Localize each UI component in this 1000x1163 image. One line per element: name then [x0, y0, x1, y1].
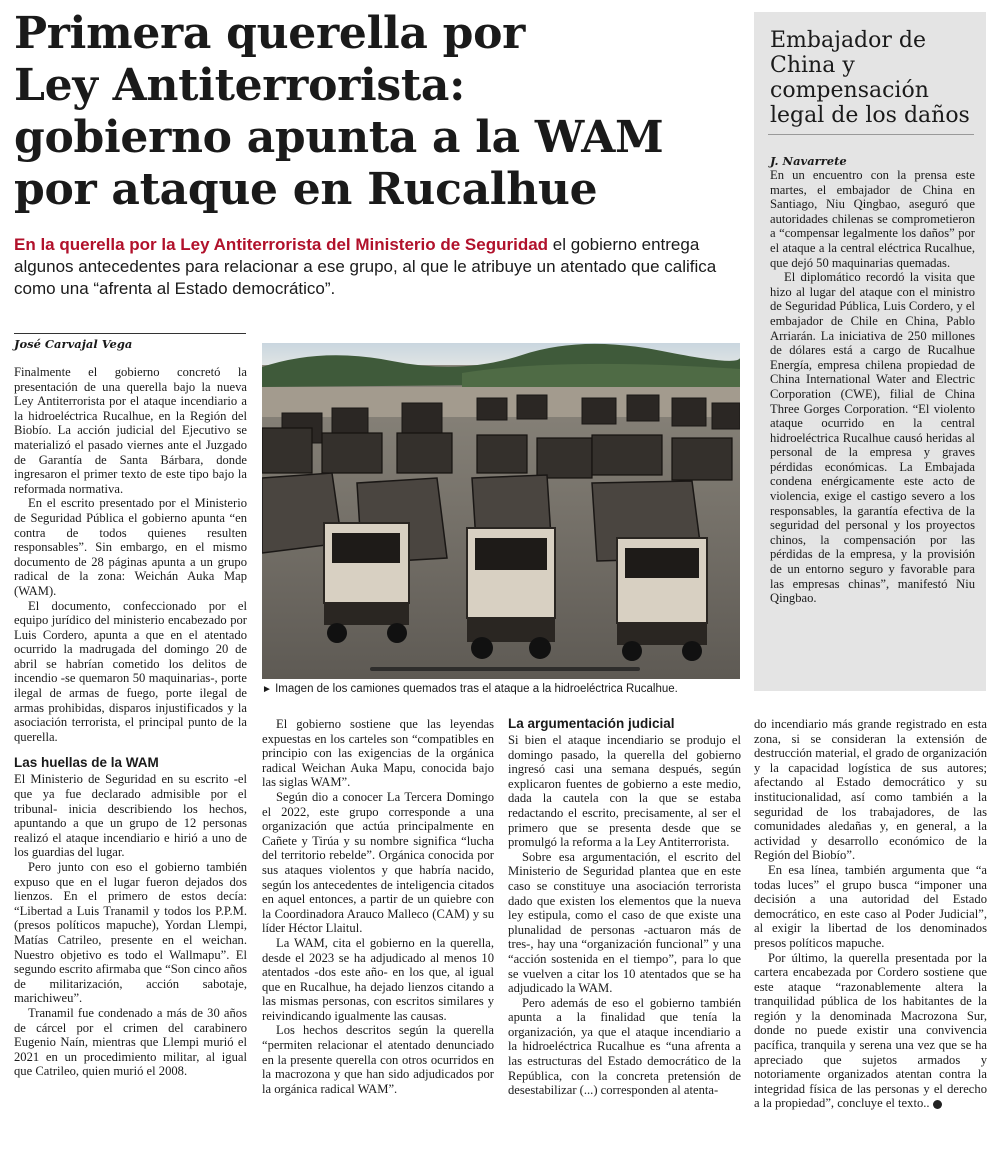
burned-trucks-image: [262, 343, 740, 679]
paragraph: Sobre esa argumentación, el escrito del Ministerio de Seguridad plantea que en este caso se constituye una asociación terrorista dado que existen los elementos que la nueva ley estipula, como el caso de que existe una plunalidad de personas -actuaron más de tres-, hay una “organización funcional” y una “acción sostenida en el tiempo”, para lo que se vuelven a citar los 10 atentados que se ha adjudicado la WAM.: [508, 849, 741, 996]
paragraph: Finalmente el gobierno concretó la presentación de una querella bajo la nueva Ley Antiterrorista por el ataque incendiario a la hidroeléctrica Rucalhue, en la Región del Biobío. La acción judicial del Ejecutivo se materializó el pasado viernes ante el Juzgado de Garantía de Santa Bárbara, donde ingresaron el primer texto de este tipo bajo la reformada normativa.: [14, 365, 247, 496]
paragraph: Los hechos descritos según la querella “permiten relacionar el atentado denunciado en la presente querella con otros ocurridos en la macrozona y que han sido adjudicados por la orgánica radical WAM”.: [262, 1023, 494, 1096]
paragraph: En esa línea, también argumenta que “a todas luces” el grupo busca “imponer una decisión a una autoridad del Estado democrático, en este caso al Poder Judicial”, al exigir la libertad de los denominados presos políticos mapuche.: [754, 862, 987, 950]
paragraph: El diplomático recordó la visita que hizo al lugar del ataque con el ministro de Seguridad Pública, Luis Cordero, y el embajador de Chile en China, Pablo Arriarán. La iniciativa de 250 millones de dólares está a cargo de Rucalhue Energía, empresa chilena propiedad de China International Water and Electric Corporation (CWE), filial de China Three Gorges Corporation. “El violento ataque ocurrido en la central hidroeléctrica Rucalhue causó heridas al personal de la empresa y graves pérdidas económicas. La Embajada condena enérgicamente este acto de violencia, exige el castigo severo a los responsables, la garantía efectiva de la seguridad del personal y los proyectos chinos, la compensación por las pérdidas de la empresa, y la provisión de un entorno seguro y favorable para las empresas chinas”, manifestó Niu Qingbao.: [770, 270, 975, 606]
lede: [14, 234, 744, 300]
sidebar-title: Embajador de China y compensación legal de los daños: [770, 28, 970, 128]
lede-highlight: En la querella por la Ley Antiterrorista del Ministerio de Seguridad: [14, 235, 549, 254]
paragraph: En el escrito presentado por el Ministerio de Seguridad Pública el gobierno apunta “en contra de todos quienes resulten responsables”. Sin embargo, en el mismo documento de 28 páginas apunta a un grupo radical de la zona: Weichán Auka Map (WAM).: [14, 496, 247, 598]
lede-text: el gobierno entrega algunos antecedentes para relacionar a ese grupo, al que le atribuye un atentado que califica como una “afrenta al Estado democrático”.: [14, 235, 717, 298]
headline: [14, 8, 744, 216]
paragraph: Pero además de eso el gobierno también apunta a la finalidad que tenía la organización, ya que el ataque incendiario a la hidroeléctrica Rucalhue es “una afrenta a las estructuras del Estado democrático de la República, con la concreta pretensión de desestabilizar (...) corresponden al atenta-: [508, 995, 741, 1098]
headline-line: gobierno apunta a la WAM: [14, 112, 664, 163]
paragraph-text: Por último, la querella presentada por la cartera encabezada por Cordero sostiene que este ataque “razonablemente altera la tranquilidad pública de los habitantes de la región y la denominada Macrozona Sur, donde no puede existir una convivencia pacífica, tranquila y serena una vez que se ha apreciado que sujetos armados y notoriamente organizados atentan contra la integridad física de las personas y el derecho a la propiedad”, concluye el texto..: [754, 950, 987, 1111]
article-photo: [262, 343, 740, 679]
caption-marker-icon: ►: [262, 684, 272, 695]
article-column-4: [754, 717, 987, 1111]
sidebar-author: J. Navarrete: [770, 154, 847, 168]
article-column-2: [262, 717, 494, 1096]
paragraph: do incendiario más grande registrado en esta zona, si se consideran la extensión de destrucción material, el grado de organización y la capacidad logística de sus autores; afectando al Estado democrático y su institucionalidad, así como también a la seguridad de los trabajadores, de las comunidades aledañas y, en general, a la actividad y desarrollo económico de la Región del Biobío”.: [754, 717, 987, 863]
section-heading: La argumentación judicial: [508, 716, 675, 731]
paragraph: Pero junto con eso el gobierno también expuso que en el lugar fueron dejados dos lienzos. En el primero de estos decía: “Libertad a Luis Tranamil y todos los P.P.M. (presos políticos mapuche), Yordan Llempi, Matías Catrileo, presente en el weichan. Nuestro objetivo es todo el Wallmapu”. El segundo escrito afirmaba que “Son cinco años de militarización, acción sabotaje, marichiweu”.: [14, 860, 247, 1006]
headline-line: por ataque en Rucalhue: [14, 164, 598, 215]
paragraph: La WAM, cita el gobierno en la querella, desde el 2023 se ha adjudicado al menos 10 atentados -dos este año- en los que, al igual que en Rucalhue, ha dejado lienzos citando a las mismas personas, con escritos similares y reivindicando igualmente las causas.: [262, 935, 494, 1023]
paragraph: El gobierno sostiene que las leyendas expuestas en los carteles son “compatibles en principio con las exigencias de la orgánica radical Weichan Auka Mapu, conocida bajo las siglas WAM”.: [262, 717, 494, 790]
byline: José Carvajal Vega: [14, 333, 246, 351]
sidebar-divider: [768, 134, 974, 135]
sidebar-body: [770, 168, 975, 606]
article-column-1: [14, 365, 247, 1079]
photo-caption: [262, 682, 740, 697]
paragraph: En un encuentro con la prensa este martes, el embajador de China en Santiago, Niu Qingbao, aseguró que autoridades chilenas se comprometieron a “compensar legalmente los daños” por el ataque a la central eléctrica Rucalhue, que dejó 50 maquinarias quemadas.: [770, 168, 975, 270]
section-heading: Las huellas de la WAM: [14, 755, 159, 771]
paragraph: Tranamil fue condenado a más de 30 años de cárcel por el crimen del carabinero Eugenio Naín, mientras que Llempi murió el 2021 en un procedimiento militar, al igual que Catrileo, quien murió el 2008.: [14, 1005, 247, 1079]
headline-line: Ley Antiterrorista:: [14, 60, 466, 111]
article-column-3: [508, 715, 741, 1098]
paragraph: El Ministerio de Seguridad en su escrito -el que ya fue declarado admisible por el tribunal- inicia describiendo los hechos, apuntando a que un grupo de 12 personas realizó el ataque incendiario e hirió a uno de los guardias del lugar.: [14, 772, 247, 860]
caption-text: Imagen de los camiones quemados tras el ataque a la hidroeléctrica Rucalhue.: [275, 683, 678, 695]
headline-line: Primera querella por: [14, 8, 526, 59]
paragraph: [754, 951, 987, 1112]
end-mark-icon: [933, 1100, 942, 1109]
paragraph: El documento, confeccionado por el equipo jurídico del ministerio encabezado por Luis Cordero, apunta a que en el atentado ocurrido la madrugada del domingo 20 de abril se habrían cometido los delitos de incendio -se quemaron 50 maquinarias-, porte ilegal de armas de fuego, porte ilegal de armas prohibidas, disparos injustificados y la asociación terrorista, el principal punto de la querella.: [14, 598, 247, 744]
paragraph: Según dio a conocer La Tercera Domingo el 2022, este grupo corresponde a una organización que actúa principalmente en Cañete y Tirúa y su nombre significa “lucha del territorio rebelde”. Orgánica conocida por sus ataques violentos y que habría nacido, según los antecedentes de inteligencia citados en aquel entonces, a partir de un quiebre con la Coordinadora Arauco Malleco (CAM) y su líder Héctor Llaitul.: [262, 789, 494, 936]
paragraph: Si bien el ataque incendiario se produjo el domingo pasado, la querella del gobierno ingresó casi una semana después, según explicaron fuentes de gobierno a este medio, dada la cautela con la que se estaba redactando el escrito, precisamente, al ser el primero que se presenta desde que se promulgó la reforma a la Ley Antiterrorista.: [508, 733, 741, 850]
